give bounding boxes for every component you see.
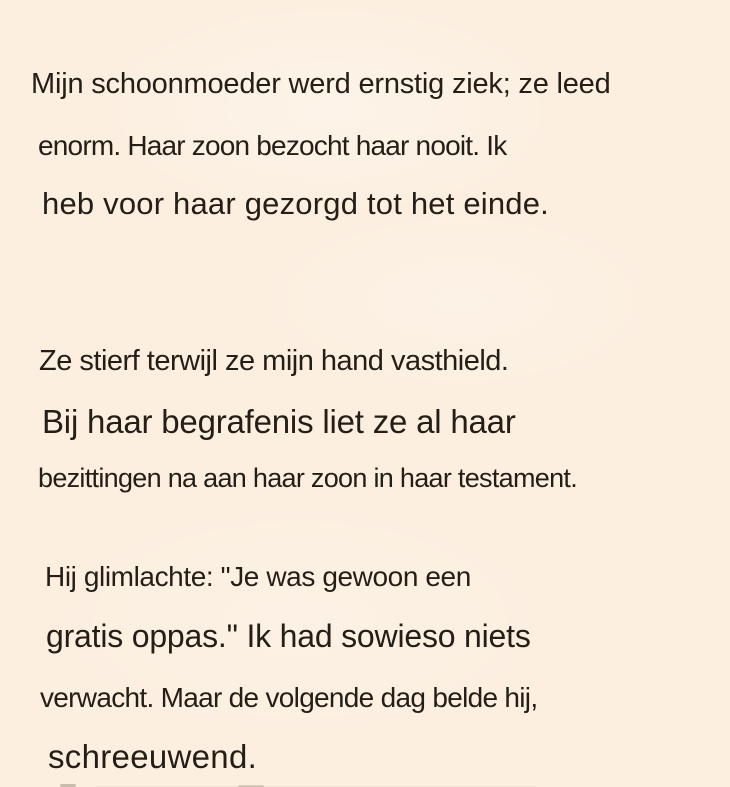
story-line-9: verwacht. Maar de volgende dag belde hij, (40, 682, 538, 713)
story-line-3: heb voor haar gezorgd tot het einde. (42, 186, 549, 221)
story-line-6: bezittingen na aan haar zoon in haar testament. (38, 463, 577, 493)
story-line-7: Hij glimlachte: "Je was gewoon een (45, 561, 471, 592)
story-line-10: schreeuwend. (48, 738, 258, 775)
story-line-5: Bij haar begrafenis liet ze al haar (42, 403, 516, 440)
story-line-2: enorm. Haar zoon bezocht haar nooit. Ik (38, 130, 507, 161)
story-line-4: Ze stierf terwijl ze mijn hand vasthield. (39, 345, 509, 377)
story-line-1: Mijn schoonmoeder werd ernstig ziek; ze leed (31, 68, 611, 100)
story-line-8: gratis oppas." Ik had sowieso niets (46, 618, 531, 654)
